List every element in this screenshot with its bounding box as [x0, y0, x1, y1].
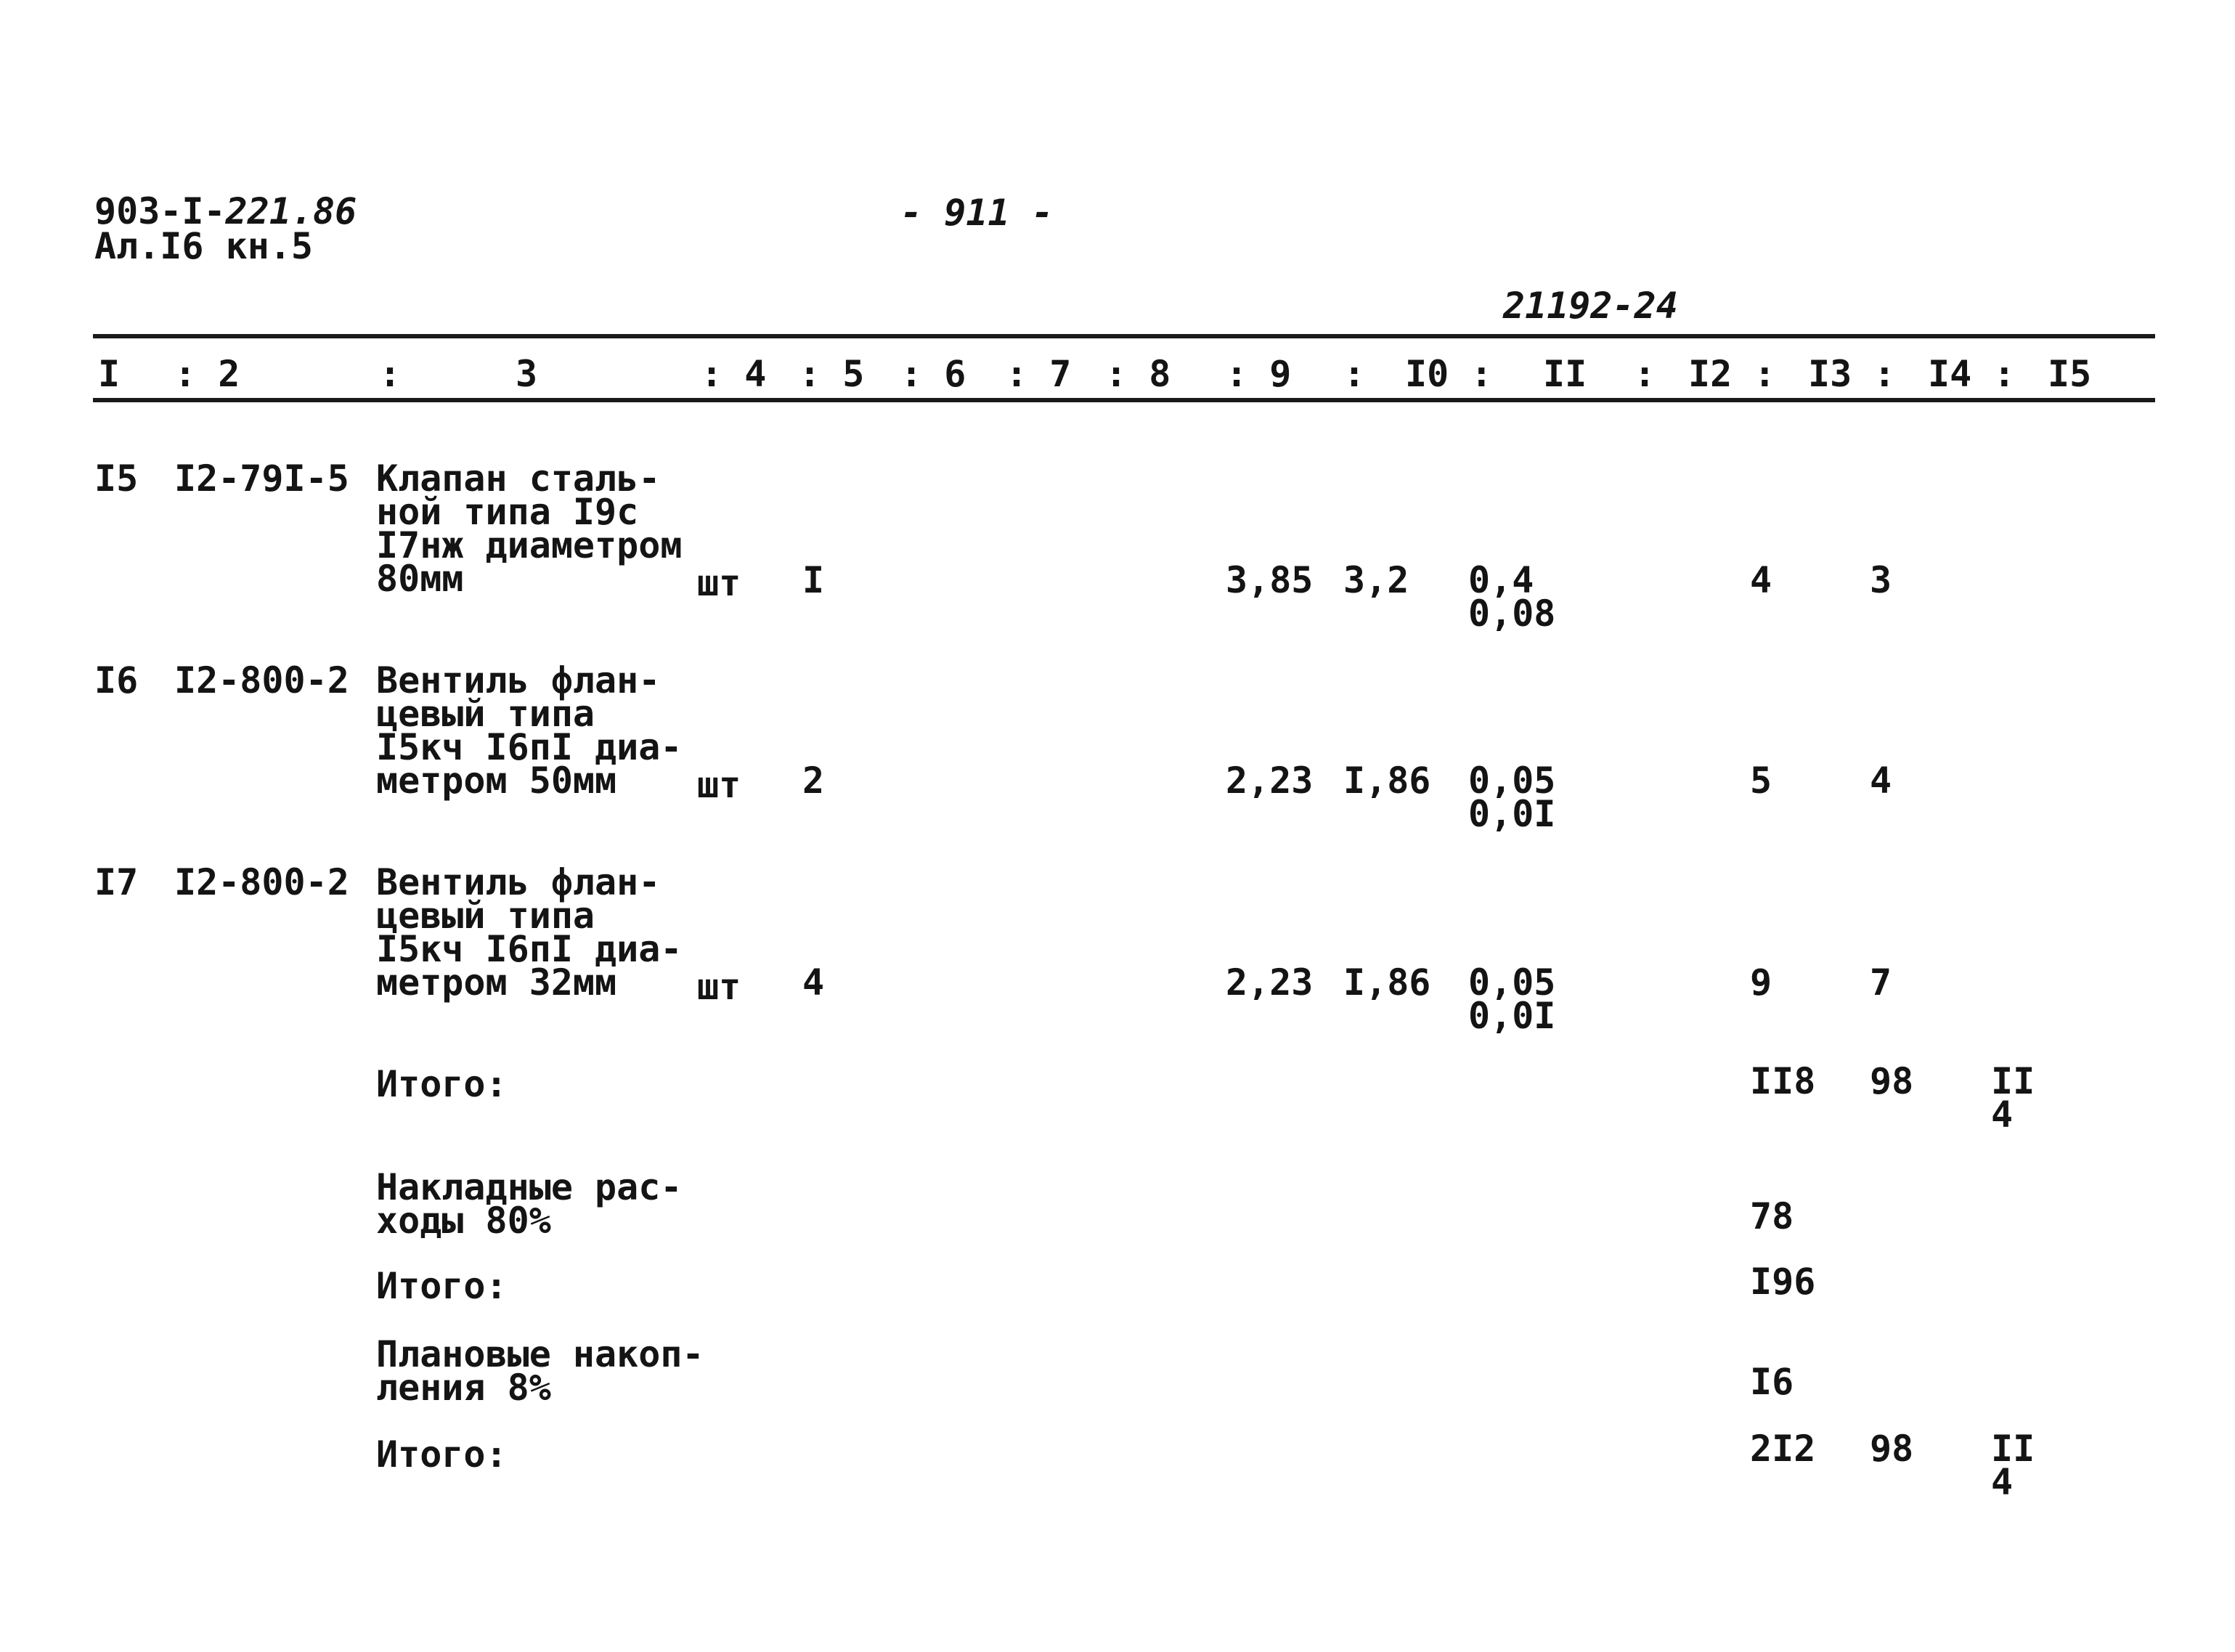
col-header-13: I3 : — [1808, 353, 1896, 395]
summary-label: Итого: — [376, 1433, 508, 1476]
col-10-value: 3,2 — [1343, 559, 1409, 601]
summary-col-12: II8 — [1750, 1060, 1816, 1102]
col-header-12: I2 : — [1688, 353, 1776, 395]
col-header-2: : 2 — [174, 353, 240, 395]
col-header-9: : 9 — [1226, 353, 1292, 395]
quantity: 2 — [802, 760, 825, 802]
col-12-value: 4 — [1750, 559, 1772, 601]
col-9-value: 2,23 — [1226, 760, 1314, 802]
row-number: I5 — [94, 457, 139, 500]
col-header-11: II — [1543, 353, 1587, 395]
summary-label: Итого: — [376, 1063, 508, 1105]
document-code-handwritten: 221.86 — [225, 190, 357, 232]
price-code: I2-800-2 — [174, 659, 349, 701]
quantity: I — [802, 559, 825, 601]
col-header-10: I0 : — [1405, 353, 1493, 395]
header-bottom-rule — [93, 398, 2155, 402]
document-code-prefix: 903-I- — [94, 190, 226, 232]
table-top-rule — [93, 334, 2155, 338]
col-header-4: : 4 — [701, 353, 767, 395]
price-code: I2-800-2 — [174, 861, 349, 903]
summary-col-14: II 4 — [1991, 1428, 2035, 1503]
row-number: I7 — [94, 861, 139, 903]
summary-col-13: 98 — [1870, 1060, 1914, 1102]
summary-label: Плановые накоп- ления 8% — [376, 1333, 704, 1409]
handwritten-stamp: 21192-24 — [1503, 285, 1678, 327]
item-description: Вентиль флан- цевый типа I5кч I6пI диа- метром 50мм — [376, 659, 683, 802]
col-11-value: 0,05 0,0I — [1468, 961, 1556, 1037]
summary-col-12: 78 — [1750, 1195, 1794, 1237]
col-header-5: : 5 — [799, 353, 865, 395]
col-12-value: 9 — [1750, 961, 1772, 1004]
summary-col-14: II 4 — [1991, 1060, 2035, 1136]
unit: шт — [697, 966, 741, 1008]
row-number: I6 — [94, 659, 139, 701]
summary-col-12: I6 — [1750, 1361, 1794, 1403]
summary-label: Итого: — [376, 1265, 508, 1307]
col-13-value: 3 — [1870, 559, 1892, 601]
col-10-value: I,86 — [1343, 961, 1431, 1004]
unit: шт — [697, 562, 741, 604]
album-reference: Ал.I6 кн.5 — [94, 225, 314, 267]
col-12-value: 5 — [1750, 760, 1772, 802]
col-header-8: : 8 — [1105, 353, 1171, 395]
page-number: - 911 - — [900, 192, 1054, 234]
col-header-6: : 6 — [900, 353, 966, 395]
col-header-7: : 7 — [1006, 353, 1072, 395]
quantity: 4 — [802, 961, 825, 1004]
unit: шт — [697, 764, 741, 806]
col-header-1: I — [98, 353, 121, 395]
col-header-sep: : — [1634, 353, 1656, 395]
col-header-15: I5 — [2048, 353, 2092, 395]
summary-label: Накладные рас- ходы 80% — [376, 1166, 683, 1242]
item-description: Клапан сталь- ной типа I9с I7нж диаметром 80мм — [376, 457, 683, 600]
col-13-value: 7 — [1870, 961, 1892, 1004]
col-11-value: 0,05 0,0I — [1468, 760, 1556, 835]
item-description: Вентиль флан- цевый типа I5кч I6пI диа- метром 32мм — [376, 861, 683, 1004]
summary-col-13: 98 — [1870, 1428, 1914, 1470]
col-11-value: 0,4 0,08 — [1468, 559, 1556, 635]
col-13-value: 4 — [1870, 760, 1892, 802]
col-header-sep: : — [379, 353, 402, 395]
col-10-value: I,86 — [1343, 760, 1431, 802]
summary-col-12: 2I2 — [1750, 1428, 1816, 1470]
col-9-value: 2,23 — [1226, 961, 1314, 1004]
summary-col-12: I96 — [1750, 1261, 1816, 1303]
col-header-3: 3 — [516, 353, 538, 395]
price-code: I2-79I-5 — [174, 457, 349, 500]
col-9-value: 3,85 — [1226, 559, 1314, 601]
col-header-14: I4 : — [1928, 353, 2016, 395]
document-code — [94, 190, 357, 232]
col-header-sep: : — [1343, 353, 1366, 395]
